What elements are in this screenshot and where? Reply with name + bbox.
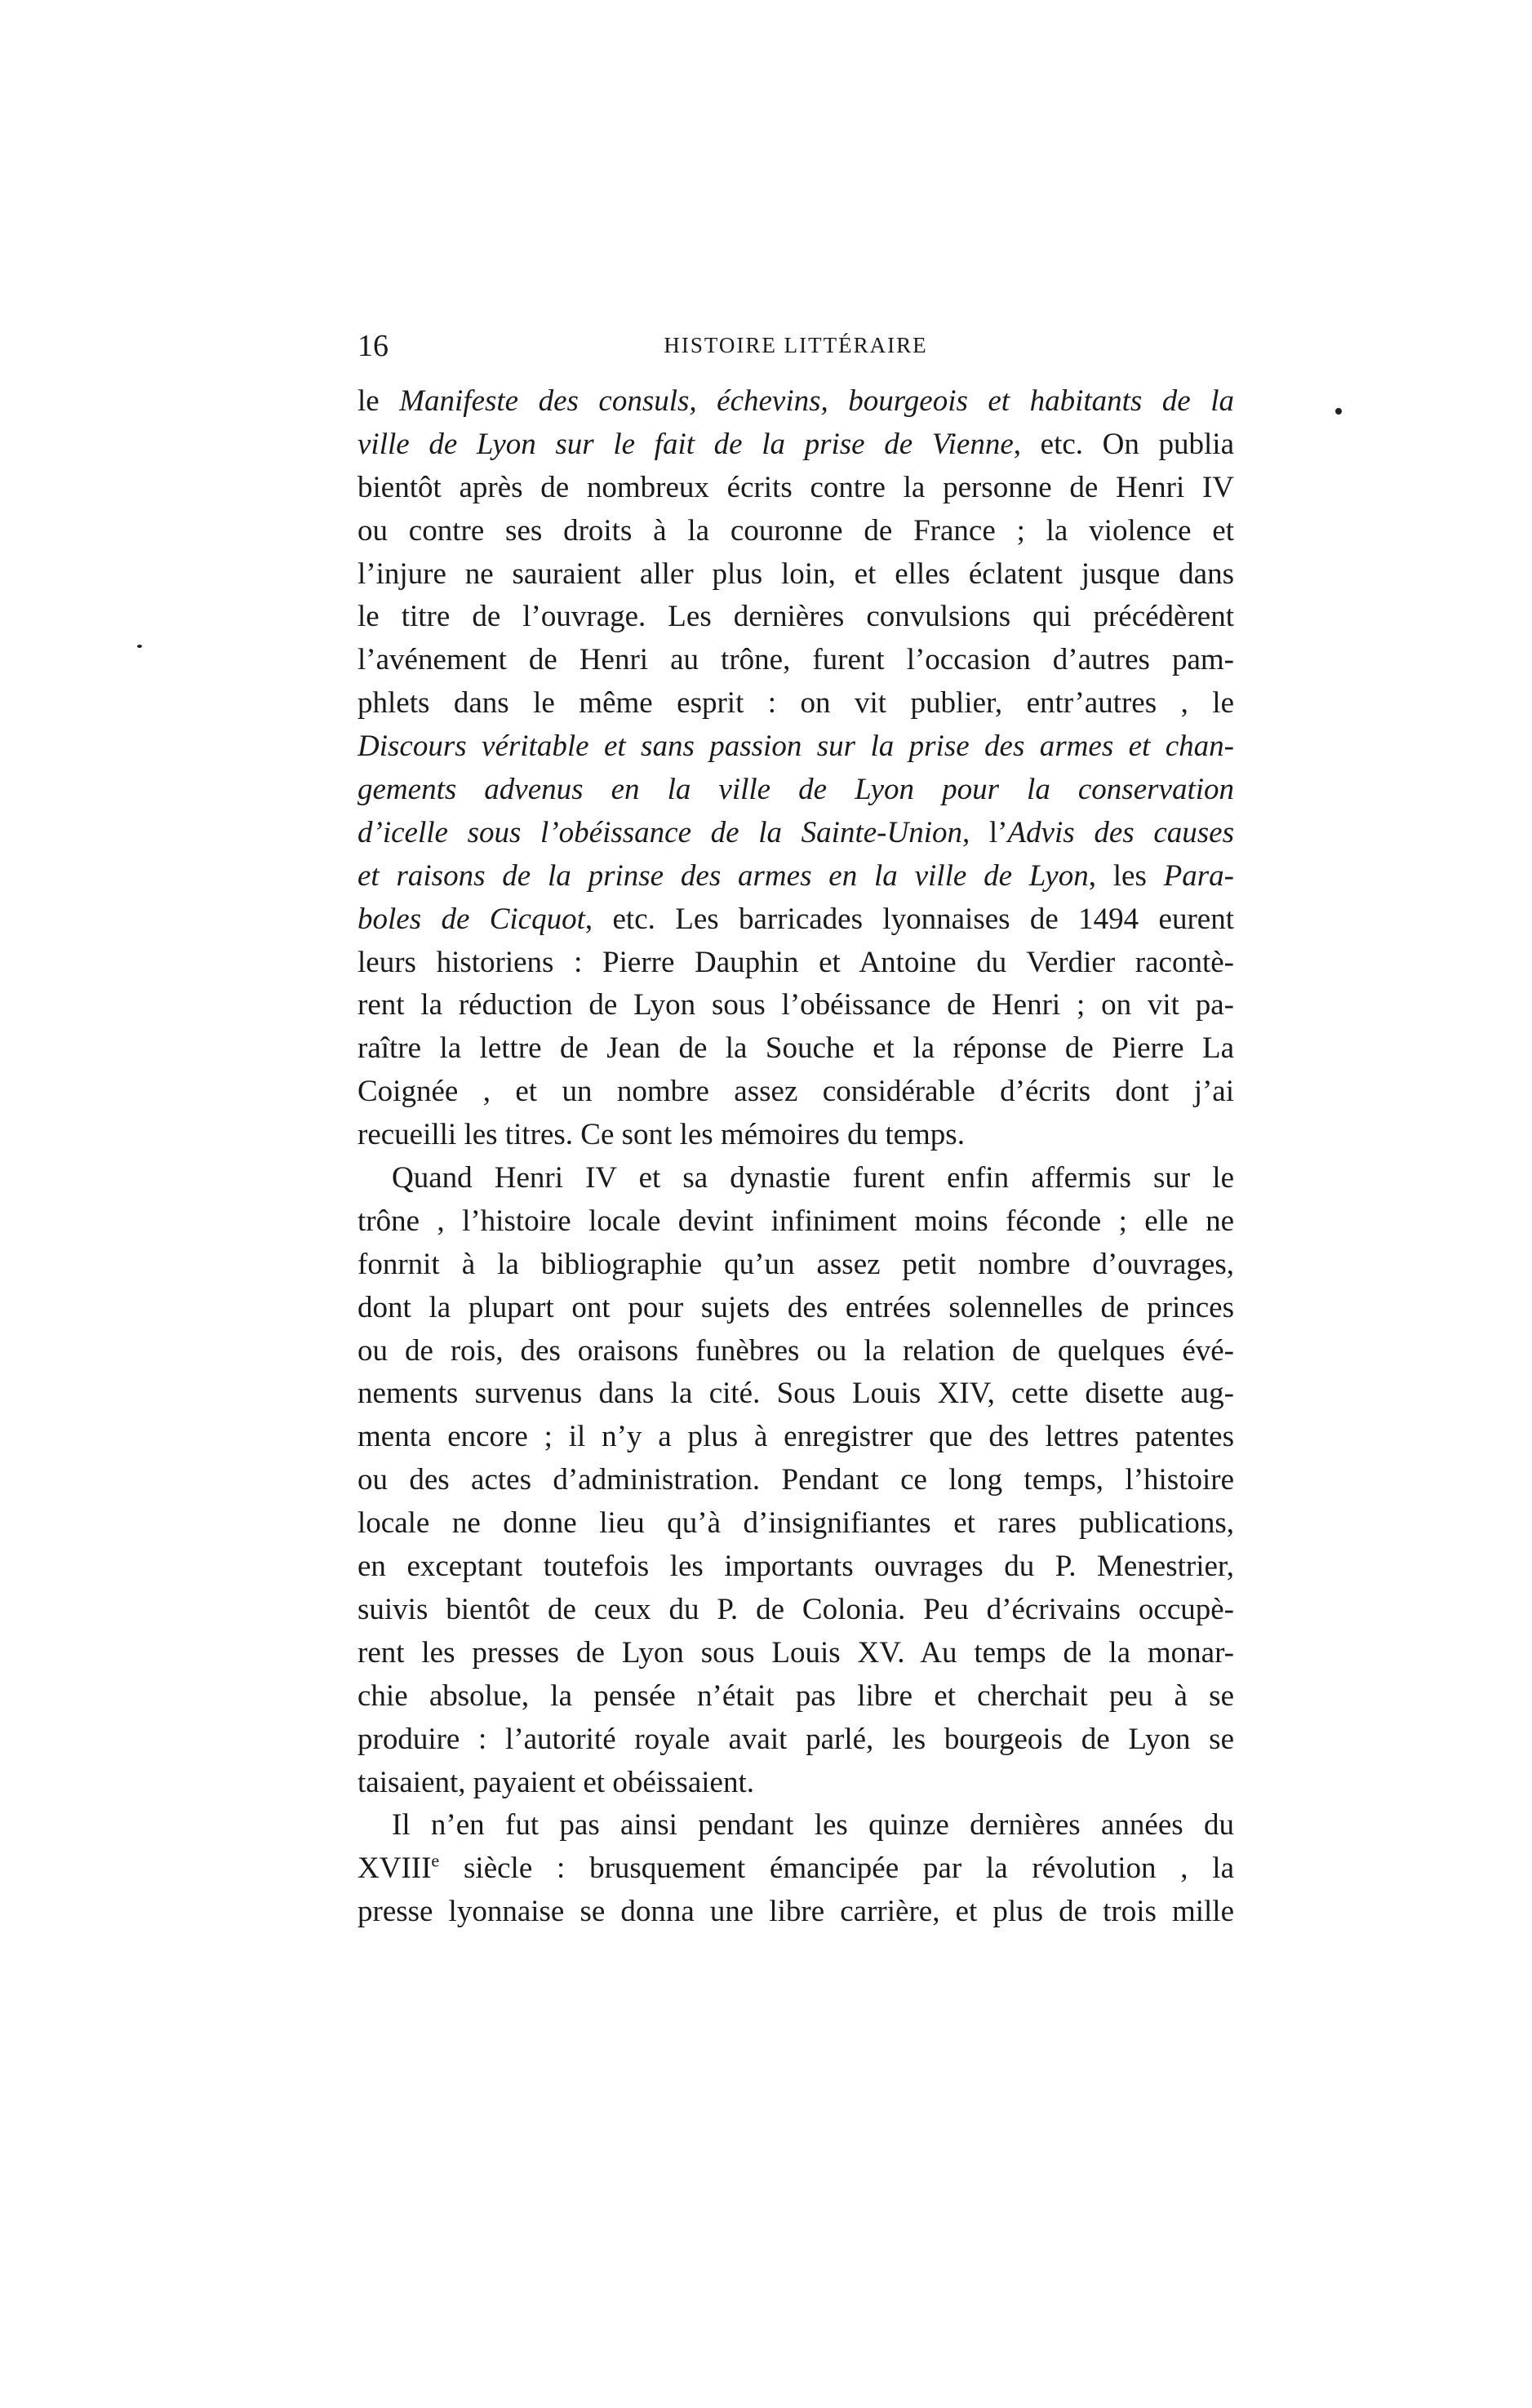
text-line	[357, 1891, 1234, 1934]
page-header	[357, 328, 1234, 366]
italic-title-text: d’icelle sous l’obéissance de la Sainte-Union	[357, 815, 962, 849]
text-line	[357, 1071, 1234, 1114]
text-segment: raître la lettre de Jean de la Souche et la réponse de Pierre La	[357, 1031, 1234, 1066]
text-line	[357, 1589, 1234, 1632]
text-line	[357, 1675, 1234, 1718]
text-line	[357, 1632, 1234, 1675]
text-line	[357, 1762, 1234, 1805]
text-segment: le titre de l’ouvrage. Les dernières convulsions qui précédèrent	[357, 600, 1234, 634]
text-segment: siècle : brusquement émancipée par la révolution , la	[439, 1851, 1234, 1886]
italic-title-text: gements advenus en la ville de Lyon pour la conservation	[357, 773, 1234, 807]
text-line	[357, 1373, 1234, 1416]
text-line	[357, 898, 1234, 942]
text-line	[357, 984, 1234, 1027]
italic-title-text: et raisons de la prinse des armes en la ville de Lyon	[357, 858, 1089, 893]
ink-speck	[137, 645, 142, 648]
text-line	[357, 1244, 1234, 1287]
text-segment: rent les presses de Lyon sous Louis XV. Au temps de la monar-	[357, 1635, 1234, 1670]
text-segment: e	[431, 1850, 440, 1871]
text-line	[357, 1416, 1234, 1459]
text-segment: , l’	[961, 815, 1008, 849]
text-line	[357, 1287, 1234, 1330]
text-segment: chie absolue, la pensée n’était pas libre et cherchait peu à se	[357, 1679, 1234, 1713]
text-segment: Il n’en fut pas ainsi pendant les quinze dernières années du	[392, 1808, 1234, 1843]
text-line	[357, 682, 1234, 725]
ink-speck	[1335, 408, 1342, 415]
text-line	[357, 510, 1234, 553]
text-segment: ou des actes d’administration. Pendant ce long temps, l’histoire	[357, 1463, 1234, 1497]
text-line	[357, 1804, 1234, 1847]
running-title: HISTOIRE LITTÉRAIRE	[664, 333, 928, 357]
text-segment: locale ne donne lieu qu’à d’insignifiantes et rares publications,	[357, 1506, 1234, 1541]
text-segment: , etc. Les barricades lyonnaises de 1494 eurent	[584, 902, 1234, 936]
text-line	[357, 1157, 1234, 1200]
text-segment: en exceptant toutefois les importants ouvrages du P. Menestrier,	[357, 1550, 1234, 1584]
text-line	[357, 1459, 1234, 1502]
text-line	[357, 1114, 1234, 1157]
text-line	[357, 1027, 1234, 1071]
text-segment: ou de rois, des oraisons funèbres ou la relation de quelques évé-	[357, 1333, 1234, 1368]
text-line	[357, 1330, 1234, 1373]
text-line	[357, 855, 1234, 898]
text-segment: Quand Henri IV et sa dynastie furent enfin affermis sur le	[392, 1161, 1234, 1195]
page-number: 16	[357, 329, 389, 363]
body-text	[357, 380, 1234, 1934]
text-segment: produire : l’autorité royale avait parlé, les bourgeois de Lyon se	[357, 1722, 1234, 1756]
italic-title-text: boles de Cicquot	[357, 902, 585, 936]
text-segment: XVIII	[357, 1851, 432, 1886]
text-segment: ou contre ses droits à la couronne de France ; la violence et	[357, 513, 1234, 548]
text-line	[357, 596, 1234, 639]
text-line	[357, 424, 1234, 467]
text-segment: phlets dans le même esprit : on vit publier, entr’autres , le	[357, 686, 1234, 721]
text-segment: nements survenus dans la cité. Sous Louis XIV, cette disette aug-	[357, 1377, 1234, 1411]
italic-title-text: Advis des causes	[1007, 815, 1234, 849]
text-line	[357, 1718, 1234, 1762]
text-segment: , etc. On publia	[1013, 427, 1234, 461]
text-segment: recueilli les titres. Ce sont les mémoires du temps.	[357, 1118, 965, 1152]
text-segment: dont la plupart ont pour sujets des entrées solennelles de princes	[357, 1290, 1234, 1324]
italic-title-text: Para-	[1163, 858, 1234, 893]
text-line	[357, 1200, 1234, 1244]
text-line	[357, 942, 1234, 985]
text-line	[357, 467, 1234, 510]
text-segment: leurs historiens : Pierre Dauphin et Antoine du Verdier racontè-	[357, 945, 1234, 979]
italic-title-text: Discours véritable et sans passion sur la prise des armes et chan-	[357, 729, 1234, 764]
text-line	[357, 725, 1234, 769]
italic-title-text: ville de Lyon sur le fait de la prise de Vienne	[357, 427, 1014, 461]
text-line	[357, 639, 1234, 682]
text-line	[357, 769, 1234, 812]
text-segment: suivis bientôt de ceux du P. de Colonia. Peu d’écrivains occupè-	[357, 1592, 1234, 1626]
text-line	[357, 1847, 1234, 1891]
text-segment: l’injure ne sauraient aller plus loin, et elles éclatent jusque dans	[357, 557, 1234, 591]
text-segment: presse lyonnaise se donna une libre carrière, et plus de trois mille	[357, 1895, 1234, 1929]
text-segment: rent la réduction de Lyon sous l’obéissance de Henri ; on vit pa-	[357, 988, 1234, 1022]
text-line	[357, 1502, 1234, 1545]
text-segment: , les	[1088, 858, 1164, 893]
text-segment: menta encore ; il n’y a plus à enregistrer que des lettres patentes	[357, 1420, 1234, 1454]
text-segment: bientôt après de nombreux écrits contre la personne de Henri IV	[357, 470, 1234, 504]
italic-title-text: Manifeste des consuls, échevins, bourgeois et habitants de la	[399, 384, 1234, 418]
text-segment: trône , l’histoire locale devint infiniment moins féconde ; elle ne	[357, 1204, 1234, 1238]
text-line	[357, 553, 1234, 596]
text-line	[357, 1545, 1234, 1589]
text-segment: Coignée , et un nombre assez considérable d’écrits dont j’ai	[357, 1075, 1234, 1109]
text-segment: le	[357, 384, 400, 418]
text-segment: taisaient, payaient et obéissaient.	[357, 1765, 754, 1799]
text-line	[357, 380, 1234, 424]
text-segment: fonrnit à la bibliographie qu’un assez petit nombre d’ouvrages,	[357, 1247, 1234, 1281]
text-segment: l’avénement de Henri au trône, furent l’occasion d’autres pam-	[357, 643, 1234, 677]
text-line	[357, 812, 1234, 855]
